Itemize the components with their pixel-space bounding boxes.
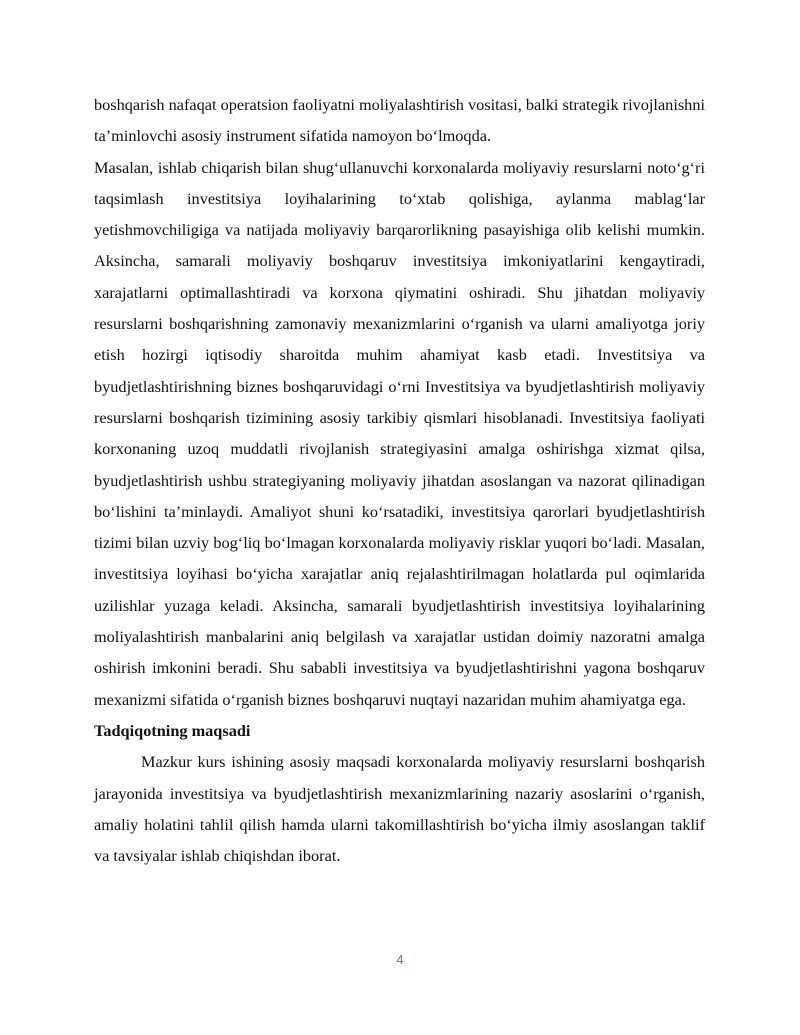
document-body (94, 89, 705, 871)
body-paragraph: Masalan, ishlab chiqarish bilan shug‘ullanuvchi korxonalarda moliyaviy resurslarni noto‘g‘ri taqsimlash investitsiya loyihalarining to‘xtab qolishiga, aylanma mablag‘lar yetishmovchiligiga va natijada moliyaviy barqarorlikning pasayishiga olib kelishi mumkin. Aksincha, samarali moliyaviy boshqaruv investitsiya imkoniyatlarini kengaytiradi, xarajatlarni optimallashtiradi va korxona qiymatini oshiradi. Shu jihatdan moliyaviy resurslarni boshqarishning zamonaviy mexanizmlarini o‘rganish va ularni amaliyotga joriy etish hozirgi iqtisodiy sharoitda muhim ahamiyat kasb etadi. Investitsiya va byudjetlashtirishning biznes boshqaruvidagi o‘rni Investitsiya va byudjetlashtirish moliyaviy resurslarni boshqarish tizimining asosiy tarkibiy qismlari hisoblanadi. Investitsiya faoliyati korxonaning uzoq muddatli rivojlanish strategiyasini amalga oshirishga xizmat qilsa, byudjetlashtirish ushbu strategiyaning moliyaviy jihatdan asoslangan va nazorat qilinadigan bo‘lishini ta’minlaydi. Amaliyot shuni ko‘rsatadiki, investitsiya qarorlari byudjetlashtirish tizimi bilan uzviy bog‘liq bo‘lmagan korxonalarda moliyaviy risklar yuqori bo‘ladi. Masalan, investitsiya loyihasi bo‘yicha xarajatlar aniq rejalashtirilmagan holatlarda pul oqimlarida uzilishlar yuzaga keladi. Aksincha, samarali byudjetlashtirish investitsiya loyihalarining moliyalashtirish manbalarini aniq belgilash va xarajatlar ustidan doimiy nazoratni amalga oshirish imkonini beradi. Shu sababli investitsiya va byudjetlashtirishni yagona boshqaruv mexanizmi sifatida o‘rganish biznes boshqaruvi nuqtayi nazaridan muhim ahamiyatga ega. (94, 157, 705, 709)
goal-paragraph: Mazkur kurs ishining asosiy maqsadi korxonalarda moliyaviy resurslarni boshqarish jarayonida investitsiya va byudjetlashtirish mexanizmlarining nazariy asoslarini o‘rganish, amaliy holatini tahlil qilish hamda ularni takomillashtirish bo‘yicha ilmiy asoslangan taklif va tavsiyalar ishlab chiqishdan iborat. (94, 752, 705, 866)
body-paragraph: boshqarish nafaqat operatsion faoliyatni moliyalashtirish vositasi, balki strategik rivojlanishni ta’minlovchi asosiy instrument sifatida namoyon bo‘lmoqda. (94, 95, 705, 146)
page-number: 4 (396, 953, 404, 967)
section-heading: Tadqiqotning maqsadi (94, 720, 251, 740)
